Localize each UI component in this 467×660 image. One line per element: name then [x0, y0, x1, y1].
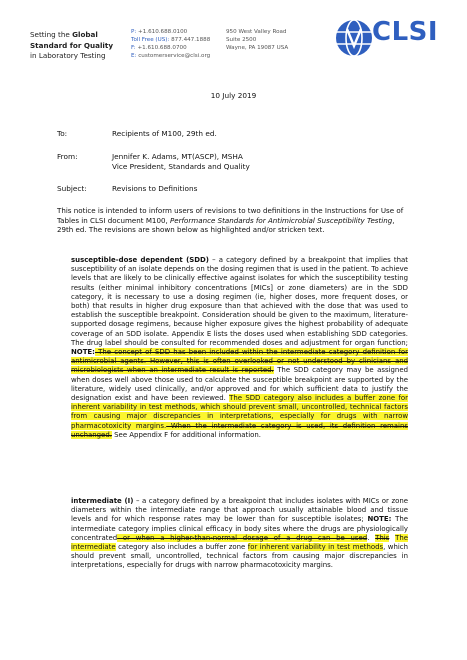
contact-block: P: +1.610.688.0100 Toll Free (US): 877.447.1888 F: +1.610.688.0700 E: customerservice@clsi.org [131, 29, 211, 59]
intermediate-stricken-text: or when a higher-than-normal dosage of a drug can be used [117, 533, 368, 542]
letterhead [0, 0, 467, 80]
tagline-bold: Global [72, 30, 98, 39]
fax: +1.610.688.0700 [137, 45, 187, 51]
address-block: 950 West Valley Road Suite 2500 Wayne, PA 19087 USA [226, 29, 289, 51]
sdd-definition: susceptible-dose dependent (SDD) – a category defined by a breakpoint that implies that susceptibility of an isolate depends on the dosing regimen that is used in the patient. To achieve levels that are likely to be clinically effective against isolates for which the susceptibility testing results (either minimal inhibitory concentrations [MICs] or zone diameters) are in the SDD category, it is necessary to use a dosing regimen (ie, higher doses, more frequent doses, or both) that results in higher drug exposure than that achieved with the dose that was used to establish the susceptible breakpoint. Consideration should be given to the maximum, literature-supported dosage regimens, because higher exposure gives the highest probability of adequate coverage of an SDD isolate. Appendix E lists the doses used when establishing SDD categories. The drug label should be consulted for recommended doses and adjustment for organ function; NOTE: The concept of SDD has been included within the intermediate category definition for antimicrobial agents. However, this is often overlooked or not understood by clinicians and microbiologists when an intermediate result is reported. The SDD category may be assigned when doses well above those used to calculate the susceptible breakpoint are supported by the literature, widely used clinically, and/or approved and for which sufficient data to justify the designation exist and have been reviewed. The SDD category also includes a buffer zone for inherent variability in test methods, which should prevent small, uncontrolled, technical factors from causing major discrepancies in interpretations, especially for drugs with narrow pharmacotoxicity margins. When the intermediate category is used, its definition remains unchanged. See Appendix F for additional information. [71, 256, 408, 439]
tagline [30, 30, 113, 62]
sdd-stricken-text-2: When the intermediate category is used, its definition remains unchanged. [71, 421, 408, 439]
intermediate-stricken-word: This [375, 533, 390, 542]
sdd-stricken-text: The concept of SDD has been included within the intermediate category definition for antimicrobial agents. However, this is often overlooked or not understood by clinicians and microbiologists when an intermediate result is reported. [71, 348, 408, 375]
email-link[interactable]: customerservice@clsi.org [138, 53, 211, 59]
intermediate-highlighted-text-2: for inherent variability in test methods [247, 543, 384, 552]
tagline-line2: Standard for Quality [30, 40, 114, 50]
letter-date: 10 July 2019 [210, 91, 257, 100]
sdd-term: susceptible-dose dependent (SDD) [71, 256, 209, 264]
intro-paragraph: This notice is intended to inform users of revisions to two definitions in the Instructions for Use of Tables in CLSI document M100, Performance Standards for Antimicrobial Susceptibility Testing, 29th ed. The revisions are shown below as highlighted and/or stricken text. [57, 206, 404, 235]
tagline-line3: in Laboratory Testing [30, 51, 106, 60]
intermediate-highlighted-text: The intermediate [71, 533, 408, 552]
clsi-logo-text: CLSI [372, 17, 439, 47]
intermediate-definition: intermediate (I) – a category defined by a breakpoint that includes isolates with MICs or zone diameters within the intermediate range that approach usually attainable blood and tissue levels and for which response rates may be lower than for susceptible isolates; NOTE: The intermediate category implies clinical efficacy in body sites where the drugs are physiologically concentrated or when a higher-than-normal dosage of a drug can be used. This The intermediate category also includes a buffer zone for inherent variability in test methods, which should prevent small, uncontrolled, technical factors from causing major discrepancies in interpretations, especially for drugs with narrow pharmacotoxicity margins. [71, 497, 409, 570]
intermediate-term: intermediate (I) [71, 497, 134, 505]
tagline-text: Setting the [30, 30, 73, 39]
sdd-highlighted-text: The SDD category also includes a buffer zone for inherent variability in test methods, which should prevent small, uncontrolled, technical factors from causing major discrepancies in interpretations, especially for drugs with narrow pharmacotoxicity margins. [71, 394, 408, 430]
toll-free: 877.447.1888 [171, 37, 211, 43]
phone: +1.610.688.0100 [138, 29, 188, 35]
